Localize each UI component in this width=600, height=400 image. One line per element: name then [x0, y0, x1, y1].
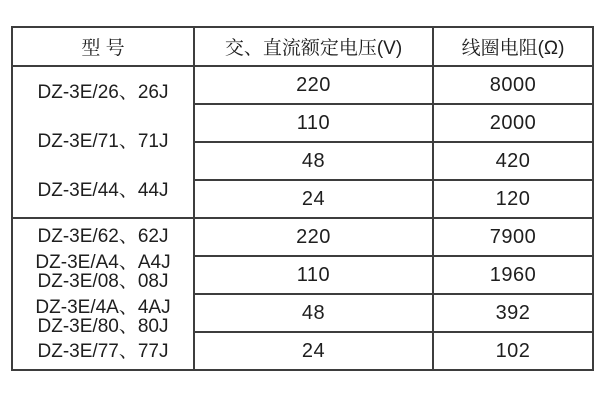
- voltage-header-cell: 交、直流额定电压(V): [194, 27, 433, 66]
- model-group-1: [13, 68, 193, 216]
- resistance-cell: 1960: [433, 256, 593, 294]
- model-name: DZ-3E/26、26J: [37, 81, 169, 103]
- resistance-cell: 2000: [433, 104, 593, 142]
- model-name: DZ-3E/4A、4AJ: [35, 296, 171, 318]
- voltage-cell: 220: [194, 66, 433, 104]
- model-name: DZ-3E/62、62J: [37, 226, 169, 247]
- model-name: DZ-3E/80、80J: [37, 315, 169, 337]
- model-name-pair: [35, 298, 170, 336]
- model-name: DZ-3E/71、71J: [37, 130, 169, 152]
- model-name: DZ-3E/A4、A4J: [35, 252, 171, 274]
- resistance-cell: 102: [433, 332, 593, 370]
- voltage-cell: 220: [194, 218, 433, 256]
- voltage-cell: 48: [194, 294, 433, 332]
- resistance-cell: 120: [433, 180, 593, 218]
- resistance-cell: 7900: [433, 218, 593, 256]
- resistance-header-cell: 线圈电阻(Ω): [433, 27, 593, 66]
- model-group-2: [13, 220, 193, 368]
- model-name: DZ-3E/44、44J: [37, 180, 169, 202]
- spec-table: [11, 26, 594, 371]
- header-row: [12, 27, 593, 66]
- voltage-cell: 24: [194, 332, 433, 370]
- voltage-cell: 24: [194, 180, 433, 218]
- resistance-cell: 8000: [433, 66, 593, 104]
- model-name: DZ-3E/08、08J: [37, 271, 169, 293]
- model-group-cell-2: [12, 218, 194, 370]
- table-row: [12, 218, 593, 256]
- model-group-cell-1: [12, 66, 194, 218]
- model-name-pair: [35, 253, 170, 291]
- voltage-cell: 110: [194, 256, 433, 294]
- table-row: [12, 66, 593, 104]
- model-name: DZ-3E/77、77J: [37, 340, 169, 362]
- voltage-cell: 110: [194, 104, 433, 142]
- resistance-cell: 392: [433, 294, 593, 332]
- model-header-cell: 型 号: [12, 27, 194, 66]
- resistance-cell: 420: [433, 142, 593, 180]
- voltage-cell: 48: [194, 142, 433, 180]
